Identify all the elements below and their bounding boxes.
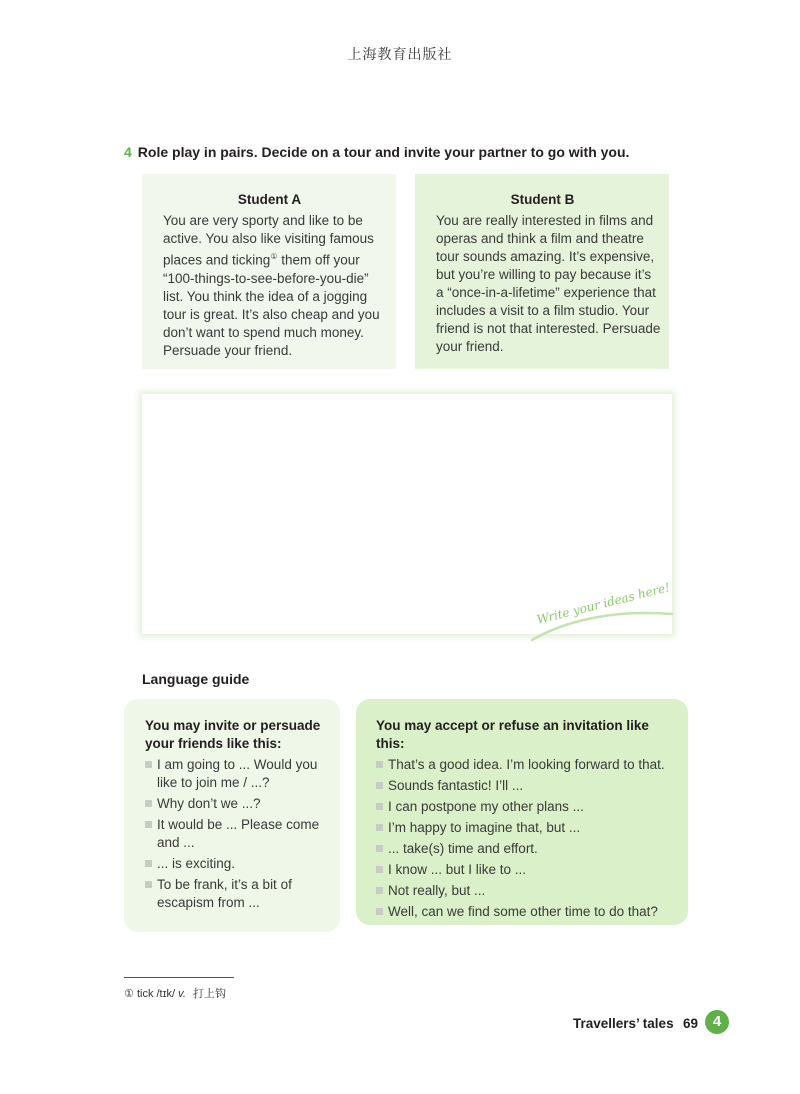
invite-phrase-line: I am going to ... Would you [157,757,318,772]
invite-phrase-line: To be frank, it’s a bit of [157,877,292,892]
invite-phrase-item [145,876,326,912]
student-a-card [142,174,396,369]
respond-phrase-line: Well, can we find some other time to do that? [388,904,658,919]
footnote-marker: ① [124,988,134,1000]
student-a-line: Persuade your friend. [163,342,293,358]
student-b-line: operas and think a film and theatre [436,231,644,246]
respond-phrase-line: I can postpone my other plans ... [388,799,584,814]
student-b-line: friend is not that interested. Persuade [436,321,661,336]
student-b-line: tour sounds amazing. It’s expensive, [436,249,655,264]
student-a-line: active. You also like visiting famous [163,231,374,246]
invite-phrase-line: Why don’t we ...? [157,796,261,811]
invite-title-line: your friends like this: [145,736,282,751]
language-guide-heading: Language guide [142,671,250,687]
student-b-line: a “once-in-a-lifetime” experience that [436,285,656,300]
student-a-line: “100-things-to-see-before-you-die” [163,270,369,286]
square-bullet-icon [376,824,383,831]
task-number: 4 [124,144,132,160]
square-bullet-icon [376,782,383,789]
respond-phrase-item [376,840,674,858]
respond-phrase-item [376,903,674,921]
student-b-line: your friend. [436,339,504,354]
invite-phrase-item [145,816,326,852]
student-b-card [415,174,669,369]
task-text: Role play in pairs. Decide on a tour and invite your partner to go with you. [137,144,630,160]
student-a-line: You are very sporty and like to be [163,213,363,228]
invite-phrase-line: It would be ... Please come [157,817,320,832]
student-a-line: list. You think the idea of a jogging [163,288,368,304]
invite-title-line: You may invite or persuade [145,718,321,733]
invite-phrase-item [145,756,326,792]
invite-phrase-item [145,855,326,873]
invite-phrase-line: and ... [157,835,195,850]
invite-phrase-line: ... is exciting. [157,856,236,871]
student-b-line: includes a visit to a film studio. Your [436,303,650,318]
respond-phrase-item [376,819,674,837]
task-instruction [124,144,629,160]
square-bullet-icon [145,821,152,828]
invite-phrase-line: escapism from ... [157,895,260,910]
student-b-line: but you’re willing to pay because it’s [436,267,652,282]
respond-phrase-line: ... take(s) time and effort. [388,841,538,856]
respond-phrase-item [376,777,674,795]
student-a-title: Student A [237,192,302,207]
respond-phrase-item [376,756,674,774]
student-a-line-part: them off your [277,252,360,268]
student-b-line: You are really interested in films and [436,213,654,228]
respond-phrase-line: I’m happy to imagine that, but ... [388,820,581,835]
student-a-line [163,248,376,270]
invite-phrase-item [145,795,326,813]
square-bullet-icon [145,881,152,888]
respond-phrase-item [376,882,674,900]
respond-phrase-line: That’s a good idea. I’m looking forward to that. [388,757,665,772]
square-bullet-icon [376,866,383,873]
footnote-marker: ① [270,252,278,261]
publisher-header: 上海教育出版社 [347,47,453,63]
square-bullet-icon [145,800,152,807]
footnote [124,985,226,1001]
invite-phrases-box [124,699,340,932]
square-bullet-icon [376,887,383,894]
footnote-divider [124,977,234,978]
ideas-prompt-swoosh [520,578,680,648]
ideas-prompt-text: Write your ideas here! [535,580,672,627]
square-bullet-icon [376,845,383,852]
respond-phrases-title: You may accept or refuse an invitation like this: [376,718,649,751]
respond-phrases-box [356,699,688,925]
respond-phrase-item [376,861,674,879]
student-b-title: Student B [510,192,575,207]
student-a-line: tour is great. It’s also cheap and you [163,306,380,322]
square-bullet-icon [376,803,383,810]
footnote-meaning: 打上钩 [192,987,226,1000]
invite-phrases-title [145,717,326,753]
unit-badge: 4 [705,1010,729,1034]
footnote-word: tick [136,988,154,1000]
square-bullet-icon [376,908,383,915]
footnote-phonetic: /tɪk/ [156,988,176,1000]
student-a-line-part: places and ticking [163,252,271,268]
page-number: 69 [683,1016,699,1031]
student-a-line: don’t want to spend much money. [163,324,364,340]
square-bullet-icon [145,761,152,768]
respond-phrase-line: Sounds fantastic! I’ll ... [388,778,524,793]
respond-phrase-line: I know ... but I like to ... [388,862,527,877]
respond-phrase-item [376,798,674,816]
square-bullet-icon [145,860,152,867]
footnote-pos: v. [178,988,186,1000]
square-bullet-icon [376,761,383,768]
invite-phrase-line: like to join me / ...? [157,775,270,790]
respond-phrase-line: Not really, but ... [388,883,486,898]
running-title: Travellers’ tales [573,1016,674,1031]
